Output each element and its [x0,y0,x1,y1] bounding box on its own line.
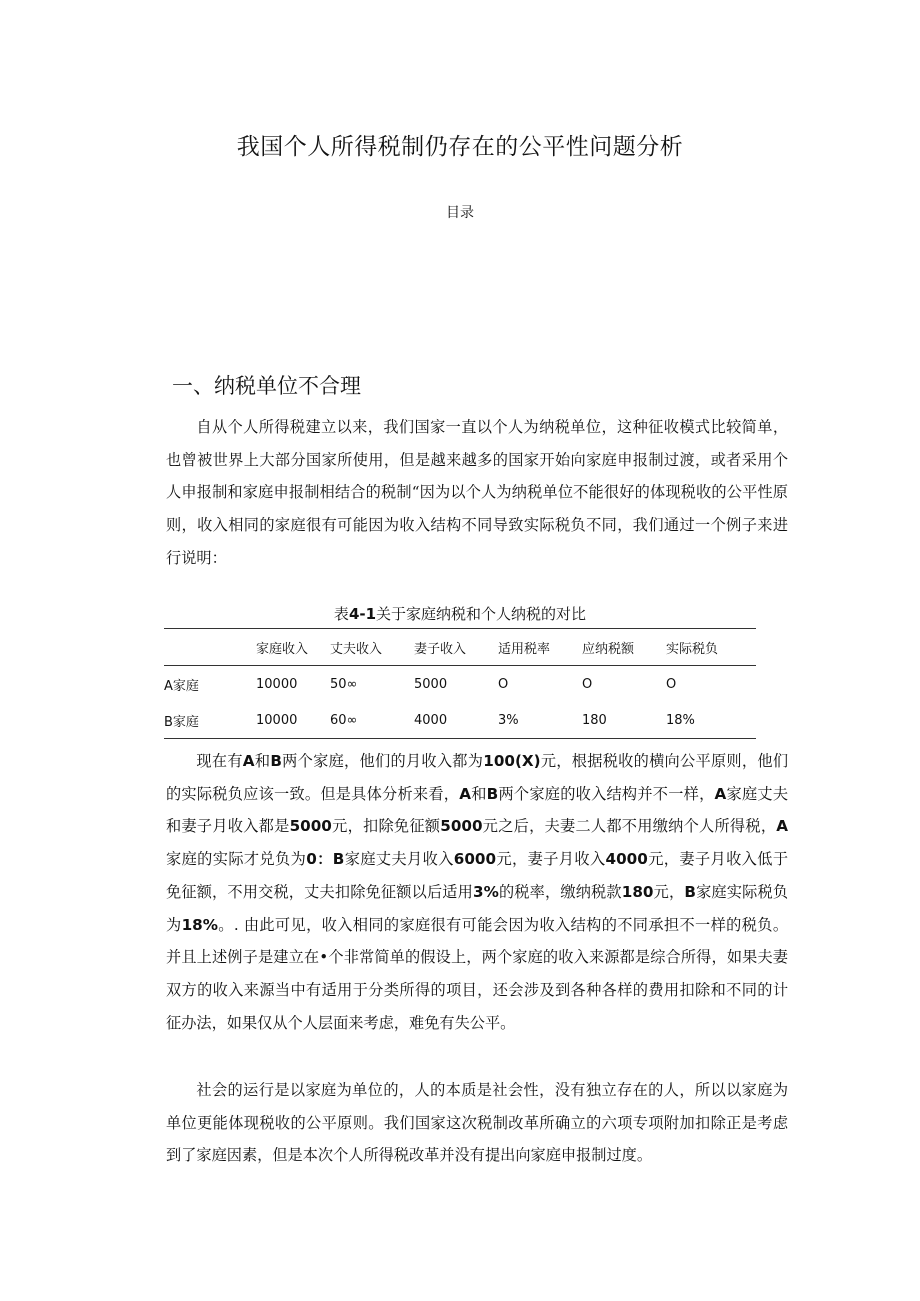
table-header-cell: 妻子收入 [414,641,467,657]
table-caption-number: 4-1 [348,605,377,623]
table-header-cell: 适用税率 [498,641,551,657]
table-cell: 60∞ [330,712,358,728]
table-cell: 4000 [414,712,448,728]
table-row [164,702,756,739]
text-run: 两个家庭，他们的月收入都为 [281,752,484,770]
text-run-bold: B [270,752,282,770]
table-header-row [164,629,756,666]
table-header-cell: 实际税负 [666,641,719,657]
text-run-bold: A [776,817,789,836]
text-run: 现在有 [196,752,243,770]
text-run-bold: 0：B [306,850,345,869]
table-caption [0,603,920,624]
text-run: 元之后，夫妻二人都不用缴纳个人所得税， [482,817,777,836]
table-cell: 3% [498,712,519,728]
text-run: 。. 由此可见，收入相同的家庭很有可能会因为收入结构的不同承担不一样的税负。并且上述例子是建立在•个非常简单的假设上，两个家庭的收入来源都是综合所得，如果夫妻双方的收入来源当中有适用于分类所得的项目，还会涉及到各种各样的费用扣除和不同的计征办法，如果仅从个人层面来考虑，难免有失公平。 [166,915,789,1032]
text-run: 元，妻子月收入低于免征额，不用交税，丈夫扣除免征额以后适用 [166,850,789,901]
table-header-cell [164,629,256,666]
table-header-cell: 家庭收入 [256,641,309,657]
text-run: 元， [653,882,685,901]
paragraph-1: 自从个人所得税建立以来，我们国家一直以个人为纳税单位，这种征收模式比较简单，也曾被世界上大部分国家所使用，但是越来越多的国家开始向家庭申报制过渡，或者采用个人申报制和家庭申报制相结合的税制“因为以个人为纳税单位不能很好的体现税收的公平性原则，收入相同的家庭很有可能因为收入结构不同导致实际税负不同，我们通过一个例子来进行说明： [166,418,788,567]
table-cell: O [582,676,593,692]
text-run: 两个家庭的收入结构并不一样， [498,784,715,803]
text-run-bold: 180 [621,882,654,901]
text-run-bold: 5000 [289,817,332,836]
text-run: 的税率，缴纳税款 [498,882,622,901]
table-cell: 10000 [256,712,298,728]
table-caption-prefix: 表 [333,605,349,623]
text-run: 元，妻子月收入 [496,850,606,869]
document-title: 我国个人所得税制仍存在的公平性问题分析 [236,134,684,160]
table-caption-text: 关于家庭纳税和个人纳税的对比 [376,605,587,623]
table-cell: 50∞ [330,676,358,692]
table-cell: 180 [582,712,607,728]
table-cell: A家庭 [164,678,199,694]
text-run-bold: B [486,784,499,803]
table-cell: O [498,676,509,692]
text-run: 家庭丈夫和妻子月收入都是 [166,784,789,836]
text-run-bold: B [684,882,696,901]
table-cell: 10000 [256,676,298,692]
text-run-bold: 100(X) [483,752,541,770]
section-heading: 一、纳税单位不合理 [172,374,361,398]
text-run: 家庭实际税负为 [166,882,789,934]
text-run-bold: 5000 [440,817,483,836]
text-run-bold: A [714,784,727,803]
table-cell: B家庭 [164,714,199,730]
paragraph-2 [166,745,788,1039]
table-cell: O [666,676,677,692]
table-cell: 5000 [414,676,448,692]
text-run: 家庭丈夫月收入 [344,850,454,869]
text-run: 和 [470,784,487,803]
paragraph-3: 社会的运行是以家庭为单位的，人的本质是社会性，没有独立存在的人，所以以家庭为单位更能体现税收的公平原则。我们国家这次税制改革所确立的六项专项附加扣除正是考虑到了家庭因素，但是本次个人所得税改革并没有提出向家庭申报制过度。 [166,1081,788,1165]
text-run-bold: 18% [181,915,218,934]
comparison-table [164,628,756,739]
table-cell: 18% [666,712,695,728]
text-run: 和 [254,752,271,770]
text-run: 家庭的实际才兑负为 [166,850,307,869]
text-run-bold: 3% [473,882,499,901]
text-run-bold: A [459,784,471,803]
text-run-bold: A [242,752,255,770]
table-header-cell: 应纳税额 [582,641,635,657]
table-header-cell: 丈夫收入 [330,641,383,657]
text-run-bold: 6000 [453,850,497,869]
table-row [164,666,756,703]
text-run-bold: 4000 [605,850,648,869]
table-of-contents-label: 目录 [446,205,474,221]
text-run: 元，根据税收的横向公平原则，他们的实际税负应该一致。但是具体分析来看， [166,752,789,803]
text-run: 元，扣除免征额 [331,817,441,836]
